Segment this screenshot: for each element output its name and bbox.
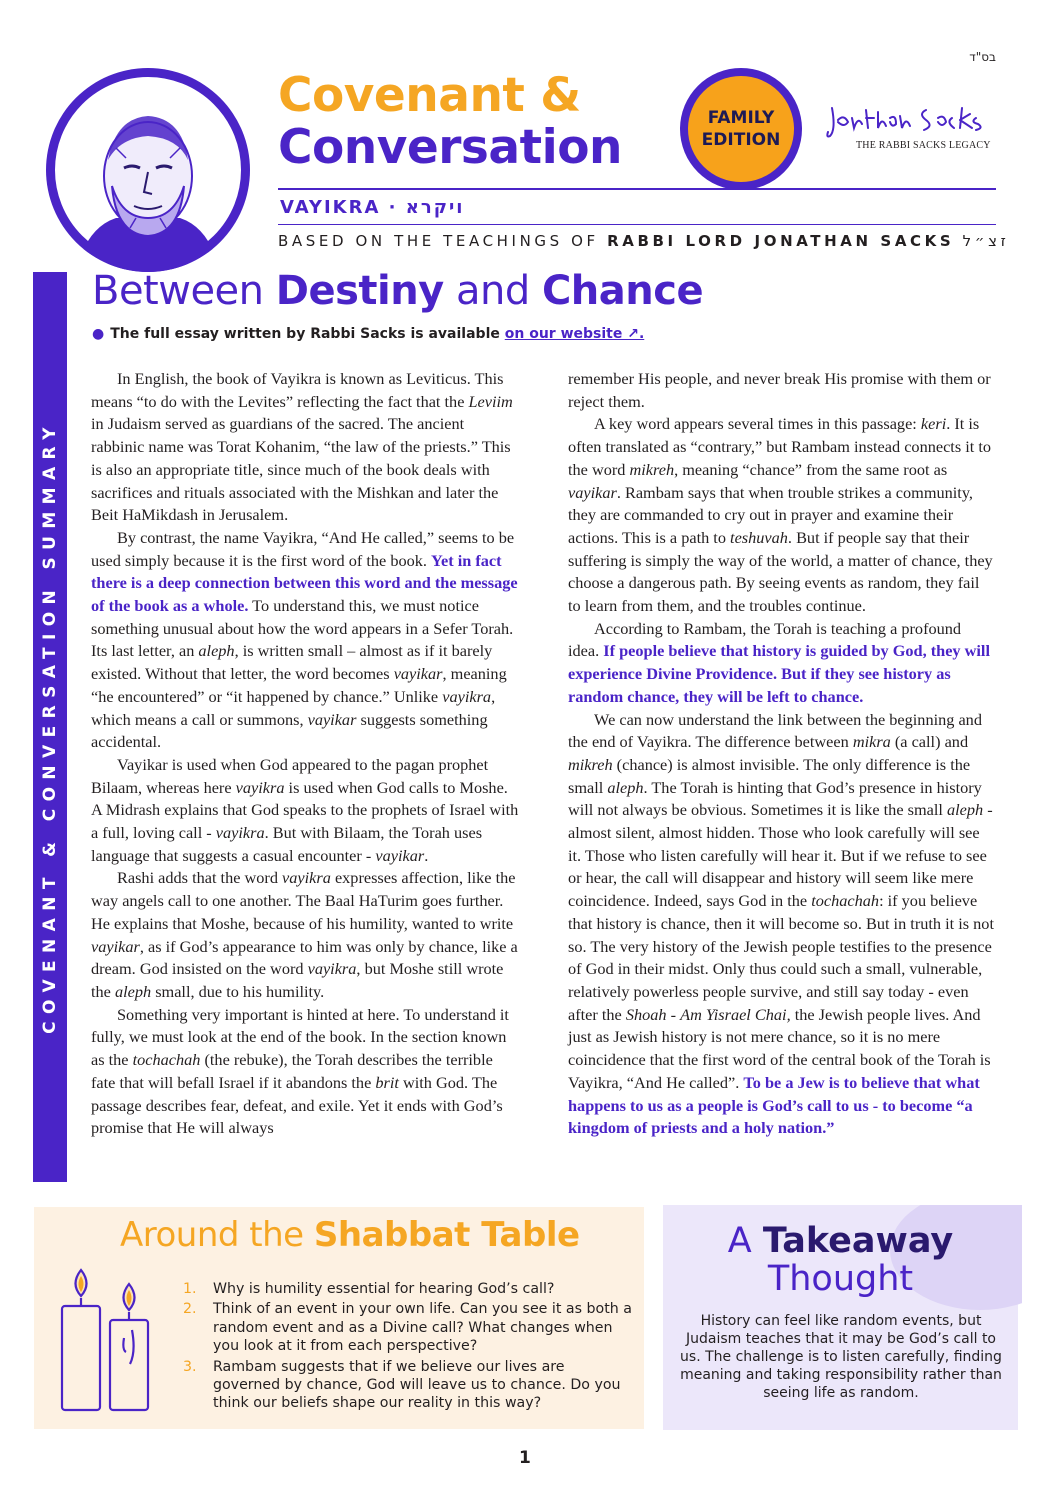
article-column-2 [568,368,996,1140]
question-item: 2. Think of an event in your own life. Can you see it as both a random event and as a Divine call? What changes when you look at it from each perspective? [183,1301,632,1355]
title-line-1: Covenant & [278,68,581,123]
essay-note-text: The full essay written by Rabbi Sacks is available [110,326,505,342]
essay-note [92,326,644,342]
paragraph: We can now understand the link between the beginning and the end of Vayikra. The difference between mikra (a call) and mikreh (chance) is almost invisible. The only difference is the small aleph. The Torah is hinting that God’s presence in history will not always be obvious. Sometimes it is like the small aleph - almost silent, almost hidden. Those who look carefully will see it. Those who listen carefully will hear it. But if we refuse to see or hear, the call will disappear and history will seem like mere coincidence. Indeed, says God in the tochachah: if you believe that history is chance, then it will become so. But in truth it is not so. The very history of the Jewish people testifies to the presence of God in their midst. Only thus could such a small, vulnerable, relatively powerless people survive, and still say today - even after the Shoah - Am Yisrael Chai, the Jewish people lives. And just as Jewish history is not mere chance, so it is no mere coincidence that the first word of the central book of the Torah is Vayikra, “And He called”. To be a Jew is to believe that what happens to us as a people is God’s call to us - to become “a kingdom of priests and a holy nation.” [568,709,994,1138]
article-column-1 [91,368,519,1140]
family-label: FAMILY [707,108,775,128]
attribution-line [278,232,1009,250]
page-number: 1 [519,1448,531,1468]
bullet-icon: ● [92,326,105,342]
attribution-prefix: BASED ON THE TEACHINGS OF [278,232,608,250]
question-item: 1. Why is humility essential for hearing God’s call? [183,1281,555,1297]
discussion-questions [183,1280,633,1415]
paragraph: By contrast, the name Vayikra, “And He called,” seems to be used simply because it is the first word of the book. Yet in fact there is a deep connection between this word and the message of the book as a whole. To understand this, we must notice something unusual about how the word appears in a Sefer Torah. Its last letter, an aleph, is written small – almost as if it barely existed. Without that letter, the word becomes vayikar, meaning “he encountered” or “it happened by chance.” Unlike vayikra, which means a call or summons, vayikar suggests something accidental. [91,527,518,752]
parasha-name: VAYIKRA · ויקרא [280,197,465,218]
website-link[interactable]: on our website ↗. [504,326,645,342]
paragraph: In English, the book of Vayikra is known as Leviticus. This means “to do with the Levites” reflecting the fact that the Leviim in Judaism served as guardians of the sacred. The ancient rabbinic name was Torat Kohanim, “the law of the priests.” This is also an appropriate title, since much of the book deals with sacrifices and rituals associated with the Mishkan and later the Beit HaMikdash in Jerusalem. [91,369,513,525]
attribution-name: RABBI LORD JONATHAN SACKS [607,232,955,250]
candles-icon [58,1268,158,1414]
attribution-suffix: זצ״ל [954,232,1010,250]
header-rule-2 [278,224,996,225]
takeaway-title: A Takeaway Thought [727,1221,954,1299]
title-line-2: Conversation [278,120,622,175]
paragraph: Rashi adds that the word vayikra expresses affection, like the way angels call to one another. The Baal HaTurim goes further. He explains that Moshe, because of his humility, wanted to write vayikar, as if God’s appearance to him was only by chance, like a dream. God insisted on the word vayikra, but Moshe still wrote the aleph small, due to his humility. [91,868,518,1001]
shabbat-table-title: Around the Shabbat Table [120,1215,580,1255]
newsletter-title [278,70,622,174]
signature-logo [826,100,996,144]
logo-subtitle: THE RABBI SACKS LEGACY [856,140,991,151]
sidebar-label-text: COVENANT & CONVERSATION SUMMARY [40,420,61,1034]
paragraph: remember His people, and never break His promise with them or reject them. [568,369,991,411]
paragraph: Something very important is hinted at here. To understand it fully, we must look at the end of the book. In the section known as the tochachah (the rebuke), the Torah describes the terrible fate that will befall Israel if it abandons the brit with God. The passage describes fear, defeat, and exile. Yet it ends with God’s promise that He will always [91,1004,509,1138]
edition-label: EDITION [701,130,781,150]
takeaway-text: History can feel like random events, but Judaism teaches that it may be God’s call to us. The challenge is to listen carefully, finding meaning and taking responsibility rather than seeing life as random. [680,1313,1002,1401]
sidebar-label [33,272,67,1182]
header-rule [278,188,996,190]
article-heading: Between Destiny and Chance [92,268,704,314]
rabbi-portrait [46,68,250,272]
bsd-mark: בס"ד [969,50,996,64]
question-item: 3. Rambam suggests that if we believe our lives are governed by chance, God will leave us to chance. Do you think our beliefs shape our reality in this way? [183,1358,621,1412]
paragraph: According to Rambam, the Torah is teaching a profound idea. If people believe that history is guided by God, they will experience Divine Providence. But if they see history as random chance, they will be left to chance. [568,618,990,706]
paragraph: Vayikar is used when God appeared to the pagan prophet Bilaam, whereas here vayikra is used when God calls to Moshe. A Midrash explains that God speaks to the prophets of Israel with a full, loving call - vayikra. But with Bilaam, the Torah uses language that suggests a casual encounter - vayikar. [91,754,519,865]
paragraph: A key word appears several times in this passage: keri. It is often translated as “contrary,” but Rambam instead connects it to the word mikreh, meaning “chance” from the same root as vayikar. Rambam says that when trouble strikes a community, they are commanded to cry out in prayer and examine their actions. This is a path to teshuvah. But if people say that their suffering is simply the way of the world, a matter of chance, they choose a dangerous path. By seeing events as random, they fail to learn from them, and the troubles continue. [568,414,993,616]
family-edition-badge [680,68,802,190]
